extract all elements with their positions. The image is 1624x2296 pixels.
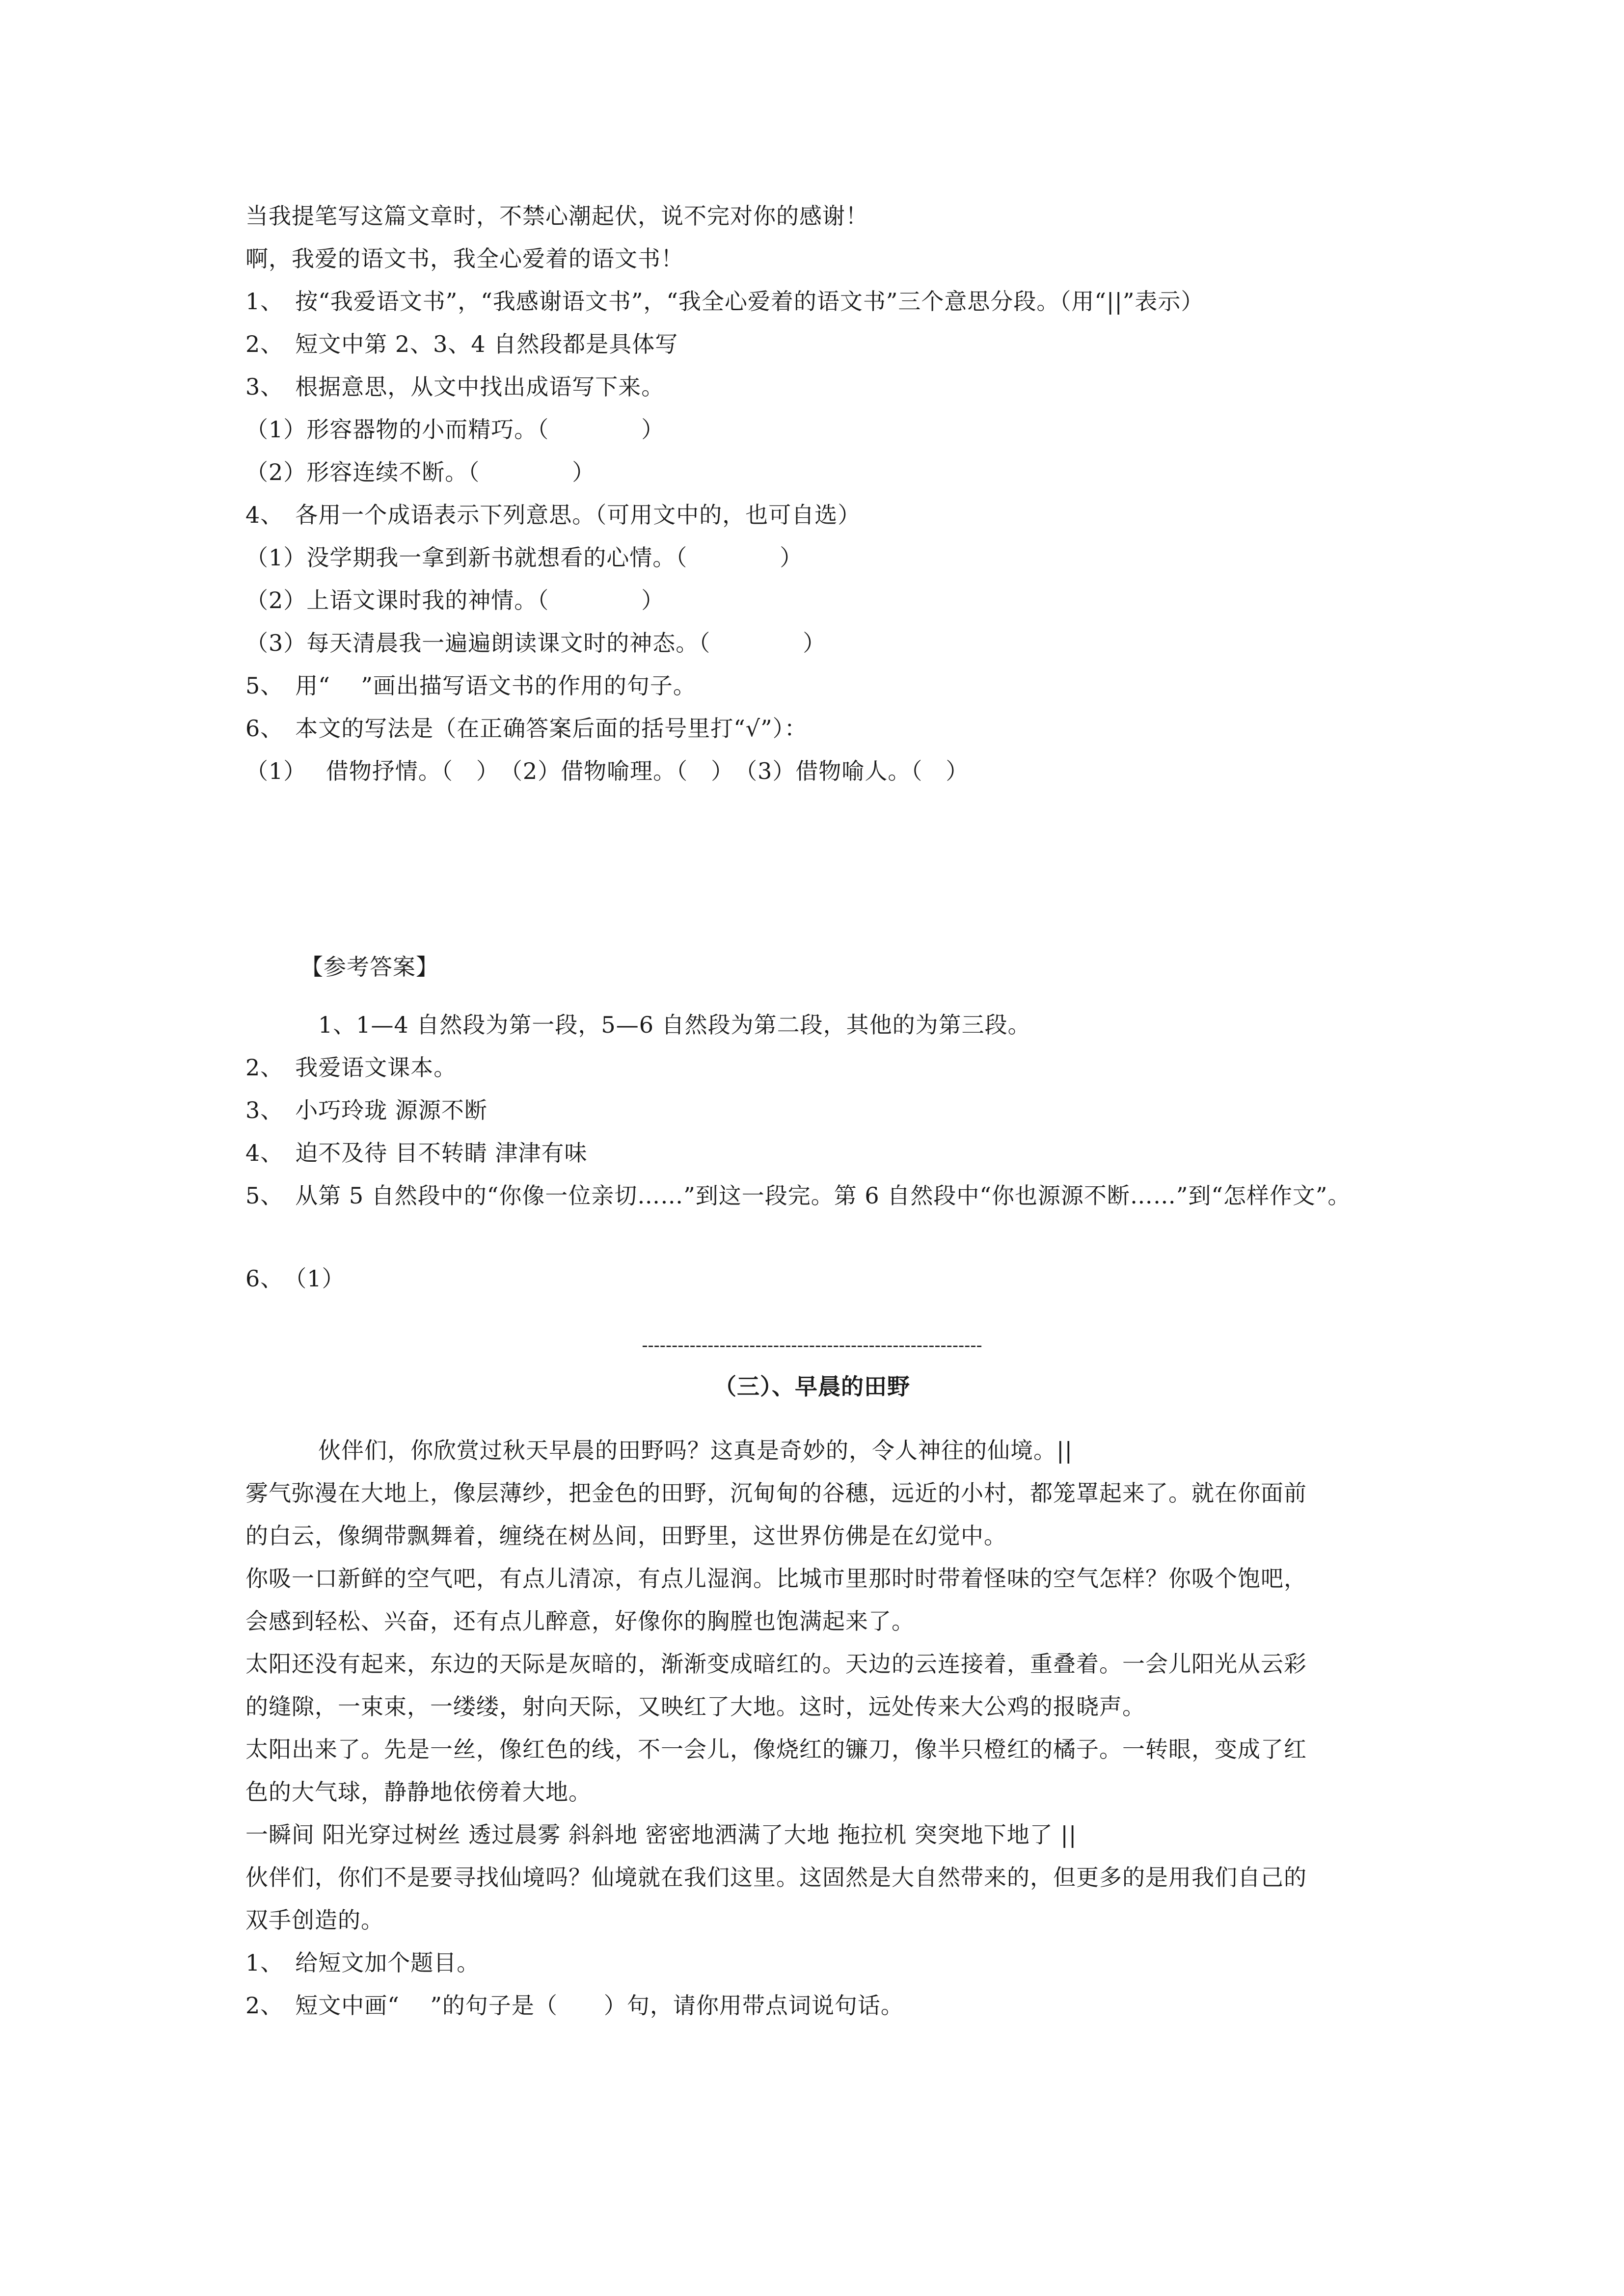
question-line: 2、 短文中画“ ”的句子是（ ）句，请你用带点词说句话。	[245, 1992, 904, 2019]
paragraph-line: 色的大气球，静静地依傍着大地。	[245, 1779, 592, 1805]
paragraph-line: 的白云，像绸带飘舞着，缠绕在树丛间，田野里，这世界仿佛是在幻觉中。	[245, 1522, 1007, 1549]
paragraph-line: 太阳出来了。先是一丝，像红色的线，不一会儿，像烧红的镰刀，像半只橙红的橘子。一转眼，变成了红	[245, 1736, 1307, 1762]
question-line: 1、 给短文加个题目。	[245, 1949, 480, 1976]
question-line: （1）形容器物的小而精巧。（ ）	[245, 416, 665, 443]
question-line: 5、 用“ ”画出描写语文书的作用的句子。	[245, 672, 696, 699]
paragraph-line: 伙伴们，你们不是要寻找仙境吗？仙境就在我们这里。这固然是大自然带来的，但更多的是用我们自己的	[245, 1864, 1307, 1891]
paragraph-line: 双手创造的。	[245, 1907, 384, 1933]
section-title: （三）、早晨的田野	[714, 1373, 910, 1400]
question-line: 4、 各用一个成语表示下列意思。（可用文中的，也可自选）	[245, 502, 861, 528]
answer-line: 3、 小巧玲珑 源源不断	[245, 1097, 487, 1123]
question-line: 3、 根据意思，从文中找出成语写下来。	[245, 374, 665, 400]
paragraph-line: 你吸一口新鲜的空气吧，有点儿清凉，有点儿湿润。比城市里那时时带着怪味的空气怎样？你吸个饱吧，	[245, 1565, 1307, 1592]
paragraph-line: 会感到轻松、兴奋，还有点儿醉意，好像你的胸膛也饱满起来了。	[245, 1608, 915, 1634]
question-line: 2、 短文中第 2、3、4 自然段都是具体写	[245, 331, 678, 357]
closing-line: 当我提笔写这篇文章时，不禁心潮起伏，说不完对你的感谢！	[245, 203, 868, 229]
question-line: （2）形容连续不断。（ ）	[245, 459, 595, 485]
question-line: （1）没学期我一拿到新书就想看的心情。（ ）	[245, 544, 803, 571]
answer-line: 4、 迫不及待 目不转睛 津津有味	[245, 1140, 588, 1166]
answer-line: 2、 我爱语文课本。	[245, 1054, 457, 1081]
closing-line: 啊，我爱的语文书，我全心爱着的语文书！	[245, 245, 684, 272]
answer-heading: 【参考答案】	[300, 954, 439, 980]
question-line: 1、 按“我爱语文书”，“我感谢语文书”，“我全心爱着的语文书”三个意思分段。（用“||”表示）	[245, 288, 1204, 315]
paragraph-line: 一瞬间 阳光穿过树丝 透过晨雾 斜斜地 密密地洒满了大地 拖拉机 突突地下地了 ||	[245, 1821, 1077, 1848]
section-divider: ---------------------------------------------------------	[642, 1335, 982, 1356]
question-line: （3）每天清晨我一遍遍朗读课文时的神态。（ ）	[245, 630, 826, 656]
paragraph-line: 太阳还没有起来，东边的天际是灰暗的，渐渐变成暗红的。天边的云连接着，重叠着。一会儿阳光从云彩	[245, 1651, 1307, 1677]
question-line: 6、 本文的写法是（在正确答案后面的括号里打“√”）：	[245, 715, 808, 742]
answer-line: 6、 （1）	[245, 1265, 345, 1292]
answer-line: 1、1—4 自然段为第一段，5—6 自然段为第二段，其他的为第三段。	[318, 1012, 1031, 1038]
question-line: （1） 借物抒情。（ ） （2）借物喻理。（ ） （3）借物喻人。（ ）	[245, 758, 969, 784]
question-line: （2）上语文课时我的神情。（ ）	[245, 587, 665, 614]
paragraph-line: 雾气弥漫在大地上，像层薄纱，把金色的田野，沉甸甸的谷穗，远近的小村，都笼罩起来了。就在你面前	[245, 1480, 1307, 1506]
answer-line: 5、 从第 5 自然段中的“你像一位亲切……”到这一段完。第 6 自然段中“你也源源不断……”到“怎样作文”。	[245, 1182, 1351, 1209]
paragraph-line: 的缝隙，一束束，一缕缕，射向天际，又映红了大地。这时，远处传来大公鸡的报晓声。	[245, 1693, 1145, 1720]
paragraph-line: 伙伴们，你欣赏过秋天早晨的田野吗？这真是奇妙的，令人神往的仙境。||	[318, 1437, 1073, 1464]
